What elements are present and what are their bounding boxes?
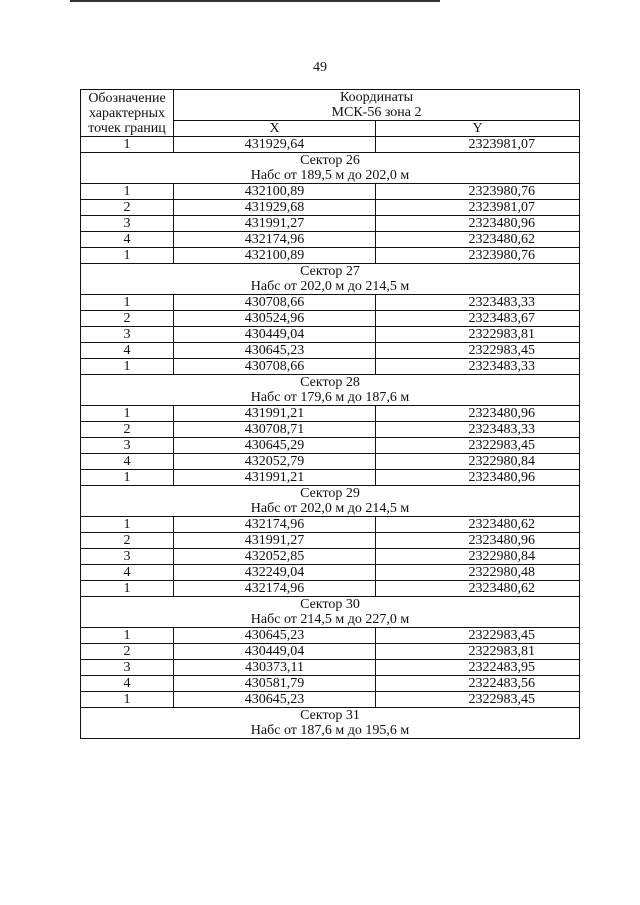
point-number: 4 (81, 232, 174, 248)
point-number: 1 (81, 295, 174, 311)
y-coordinate: 2323980,76 (376, 248, 580, 264)
top-rule (70, 0, 440, 2)
point-number: 3 (81, 216, 174, 232)
sector-name: Сектор 26 (300, 153, 360, 168)
y-coordinate: 2323483,67 (376, 311, 580, 327)
sector-heading-row (81, 264, 580, 295)
x-coordinate: 430645,29 (174, 438, 376, 454)
point-number: 1 (81, 137, 174, 153)
y-coordinate: 2323483,33 (376, 359, 580, 375)
table-row (81, 200, 580, 216)
x-coordinate: 432100,89 (174, 248, 376, 264)
x-coordinate: 430524,96 (174, 311, 376, 327)
y-coordinate: 2323480,96 (376, 216, 580, 232)
point-number: 2 (81, 311, 174, 327)
sector-height-range: Набс от 214,5 м до 227,0 м (250, 612, 410, 627)
sector-heading-row (81, 708, 580, 739)
point-number: 2 (81, 533, 174, 549)
table-row (81, 660, 580, 676)
point-number: 4 (81, 454, 174, 470)
sector-name: Сектор 28 (300, 375, 360, 390)
point-number: 1 (81, 628, 174, 644)
point-number: 4 (81, 343, 174, 359)
x-coordinate: 430373,11 (174, 660, 376, 676)
x-coordinate: 430449,04 (174, 644, 376, 660)
x-coordinate: 431929,64 (174, 137, 376, 153)
x-coordinate: 430581,79 (174, 676, 376, 692)
table-row (81, 232, 580, 248)
coordinates-table (80, 89, 580, 739)
x-coordinate: 431991,27 (174, 216, 376, 232)
point-number: 1 (81, 692, 174, 708)
point-number: 2 (81, 422, 174, 438)
x-coordinate: 431929,68 (174, 200, 376, 216)
table-row (81, 517, 580, 533)
table-row (81, 565, 580, 581)
y-coordinate: 2322983,45 (376, 343, 580, 359)
sector-heading (81, 153, 580, 184)
y-axis-header: Y (376, 121, 580, 137)
y-coordinate: 2322983,81 (376, 327, 580, 343)
y-coordinate: 2323981,07 (376, 137, 580, 153)
point-number: 1 (81, 248, 174, 264)
sector-heading-row (81, 153, 580, 184)
table-row (81, 628, 580, 644)
y-coordinate: 2323483,33 (376, 295, 580, 311)
coords-header (174, 90, 580, 121)
table-row (81, 295, 580, 311)
x-coordinate: 430449,04 (174, 327, 376, 343)
sector-name: Сектор 31 (300, 708, 360, 723)
x-coordinate: 431991,21 (174, 406, 376, 422)
x-coordinate: 432174,96 (174, 581, 376, 597)
sector-heading-row (81, 597, 580, 628)
point-number: 1 (81, 470, 174, 486)
x-coordinate: 432100,89 (174, 184, 376, 200)
table-row (81, 137, 580, 153)
table-row (81, 533, 580, 549)
point-number: 1 (81, 581, 174, 597)
y-coordinate: 2322983,45 (376, 692, 580, 708)
x-coordinate: 430645,23 (174, 628, 376, 644)
point-number: 2 (81, 200, 174, 216)
sector-height-range: Набс от 179,6 м до 187,6 м (250, 390, 410, 405)
y-coordinate: 2323480,62 (376, 517, 580, 533)
table-row (81, 581, 580, 597)
coords-system: МСК-56 зона 2 (331, 105, 422, 120)
x-coordinate: 431991,27 (174, 533, 376, 549)
y-coordinate: 2322483,56 (376, 676, 580, 692)
sector-heading (81, 708, 580, 739)
table-row (81, 692, 580, 708)
table-row (81, 422, 580, 438)
table-row (81, 549, 580, 565)
y-coordinate: 2322483,95 (376, 660, 580, 676)
y-coordinate: 2323480,62 (376, 581, 580, 597)
table-row (81, 359, 580, 375)
x-axis-header: X (174, 121, 376, 137)
sector-heading-row (81, 486, 580, 517)
page-number: 49 (313, 60, 327, 75)
table-row (81, 311, 580, 327)
point-number: 4 (81, 565, 174, 581)
y-coordinate: 2322983,81 (376, 644, 580, 660)
point-number: 2 (81, 644, 174, 660)
table-row (81, 438, 580, 454)
table-row (81, 184, 580, 200)
sector-height-range: Набс от 202,0 м до 214,5 м (250, 501, 410, 516)
sector-name: Сектор 29 (300, 486, 360, 501)
sector-heading (81, 264, 580, 295)
y-coordinate: 2322980,48 (376, 565, 580, 581)
sector-height-range: Набс от 189,5 м до 202,0 м (250, 168, 410, 183)
table-row (81, 644, 580, 660)
sector-name: Сектор 27 (300, 264, 360, 279)
coords-title: Координаты (340, 90, 413, 105)
x-coordinate: 431991,21 (174, 470, 376, 486)
sector-heading (81, 375, 580, 406)
sector-heading (81, 597, 580, 628)
x-coordinate: 432052,85 (174, 549, 376, 565)
point-number: 3 (81, 660, 174, 676)
y-coordinate: 2322983,45 (376, 438, 580, 454)
y-coordinate: 2323981,07 (376, 200, 580, 216)
point-number: 1 (81, 517, 174, 533)
y-coordinate: 2322980,84 (376, 549, 580, 565)
x-coordinate: 432174,96 (174, 232, 376, 248)
table-row (81, 470, 580, 486)
y-coordinate: 2323980,76 (376, 184, 580, 200)
point-number: 1 (81, 184, 174, 200)
x-coordinate: 430708,66 (174, 295, 376, 311)
table-row (81, 676, 580, 692)
table-row (81, 343, 580, 359)
header-row (81, 90, 580, 121)
table-row (81, 454, 580, 470)
point-number: 4 (81, 676, 174, 692)
y-coordinate: 2322980,84 (376, 454, 580, 470)
table-row (81, 327, 580, 343)
x-coordinate: 430708,71 (174, 422, 376, 438)
x-coordinate: 432052,79 (174, 454, 376, 470)
y-coordinate: 2323480,96 (376, 470, 580, 486)
y-coordinate: 2323483,33 (376, 422, 580, 438)
y-coordinate: 2323480,96 (376, 533, 580, 549)
point-number: 1 (81, 406, 174, 422)
sector-height-range: Набс от 187,6 м до 195,6 м (250, 723, 410, 738)
x-coordinate: 430645,23 (174, 692, 376, 708)
y-coordinate: 2323480,62 (376, 232, 580, 248)
x-coordinate: 432174,96 (174, 517, 376, 533)
table-row (81, 216, 580, 232)
point-label-header: Обозначение характерных точек границ (81, 90, 174, 137)
sector-heading (81, 486, 580, 517)
y-coordinate: 2322983,45 (376, 628, 580, 644)
point-number: 3 (81, 438, 174, 454)
sector-name: Сектор 30 (300, 597, 360, 612)
point-number: 3 (81, 327, 174, 343)
table-row (81, 406, 580, 422)
sector-heading-row (81, 375, 580, 406)
table-row (81, 248, 580, 264)
x-coordinate: 430708,66 (174, 359, 376, 375)
sector-height-range: Набс от 202,0 м до 214,5 м (250, 279, 410, 294)
point-number: 3 (81, 549, 174, 565)
coordinates-table-body (81, 90, 580, 739)
y-coordinate: 2323480,96 (376, 406, 580, 422)
point-number: 1 (81, 359, 174, 375)
x-coordinate: 432249,04 (174, 565, 376, 581)
x-coordinate: 430645,23 (174, 343, 376, 359)
